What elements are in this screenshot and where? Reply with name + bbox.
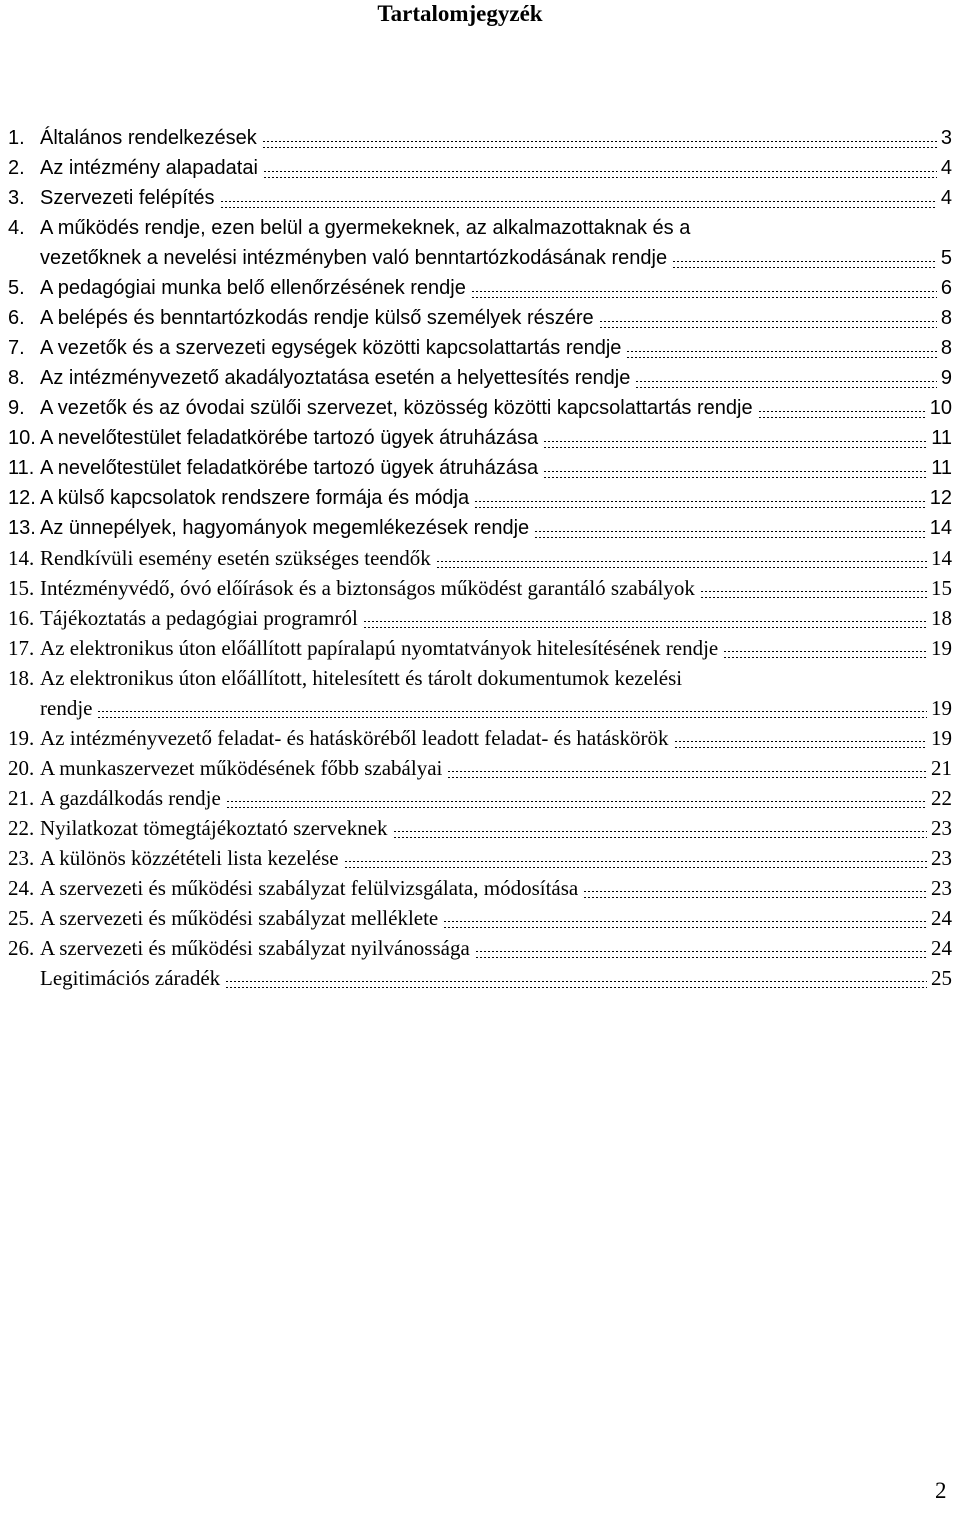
- toc-dot-leader: [345, 861, 927, 868]
- toc-entry[interactable]: [0, 723, 960, 753]
- toc-entry[interactable]: [0, 633, 960, 663]
- toc-dot-leader: [448, 771, 927, 778]
- toc-entry-page: 12: [929, 487, 952, 509]
- toc-entry-title: rendje: [40, 696, 93, 720]
- toc-entry-number: 1.: [8, 127, 25, 149]
- toc-entry-number: 26.: [8, 936, 35, 960]
- toc-entry[interactable]: [0, 363, 960, 393]
- toc-entry-number: 13.: [8, 517, 36, 539]
- toc-entry-number: 23.: [8, 846, 35, 870]
- toc-entry-page: 3: [940, 127, 952, 149]
- page-number: 2: [935, 1478, 947, 1503]
- toc-entry-title: A különös közzétételi lista kezelése: [40, 846, 339, 870]
- toc-entry-number: 22.: [8, 816, 35, 840]
- toc-entry-number: 16.: [8, 606, 35, 630]
- toc-entry-number: 10.: [8, 427, 36, 449]
- toc-entry-page: 14: [931, 546, 952, 570]
- toc-entry[interactable]: [0, 453, 960, 483]
- toc-entry[interactable]: [0, 783, 960, 813]
- toc-entry-number: 14.: [8, 546, 35, 570]
- toc-entry-number: 4.: [8, 217, 25, 239]
- toc-entry-title: Az elektronikus úton előállított, hitelesített és tárolt dokumentumok kezelési: [40, 666, 683, 690]
- toc-entry-number: 15.: [8, 576, 35, 600]
- toc-dot-leader: [724, 651, 927, 658]
- toc-entry-page: 6: [940, 277, 952, 299]
- toc-entry-title: A szervezeti és működési szabályzat nyilvánossága: [40, 936, 470, 960]
- toc-entry-number: 11.: [8, 457, 35, 479]
- toc-entry-page: 24: [931, 936, 952, 960]
- toc-entry-title: Az elektronikus úton előállított papíralapú nyomtatványok hitelesítésének rendje: [40, 636, 719, 660]
- toc-entry-title: Az intézményvezető feladat- és hatásköréből leadott feladat- és hatáskörök: [40, 726, 669, 750]
- toc-entry-number: 20.: [8, 756, 35, 780]
- toc-entry-title: Legitimációs záradék: [40, 966, 221, 990]
- toc-entry-title: Az intézményvezető akadályoztatása esetén a helyettesítés rendje: [40, 367, 631, 389]
- toc-entry-page: 19: [931, 696, 952, 720]
- toc-entry-number: 18.: [8, 666, 35, 690]
- toc-dot-leader: [264, 171, 937, 178]
- toc-entry-page: 19: [931, 636, 952, 660]
- toc-entry-page: 8: [940, 337, 952, 359]
- toc-dot-leader: [476, 951, 927, 958]
- toc-entry-number: 6.: [8, 307, 25, 329]
- toc-dot-leader: [675, 741, 927, 748]
- toc-dot-leader: [394, 831, 927, 838]
- toc-entry-page: 15: [931, 576, 952, 600]
- toc-entry-number: 7.: [8, 337, 25, 359]
- toc-entry[interactable]: [0, 183, 960, 213]
- toc-entry-title: A nevelőtestület feladatkörébe tartozó ügyek átruházása: [40, 427, 539, 449]
- toc-dot-leader: [584, 891, 927, 898]
- toc-entry[interactable]: [0, 123, 960, 153]
- toc-dot-leader: [475, 501, 926, 508]
- toc-entry-title: A vezetők és az óvodai szülői szervezet, közösség közötti kapcsolattartás rendje: [40, 397, 753, 419]
- toc-entry-page: 14: [929, 517, 952, 539]
- toc-entry-title: Az intézmény alapadatai: [40, 157, 258, 179]
- toc-entry-page: 11: [931, 457, 952, 479]
- toc-entry[interactable]: [0, 663, 960, 693]
- toc-entry[interactable]: [0, 963, 960, 993]
- toc-dot-leader: [221, 201, 937, 208]
- toc-entry[interactable]: [0, 303, 960, 333]
- toc-entry-page: 19: [931, 726, 952, 750]
- toc-dot-leader: [627, 351, 936, 358]
- toc-entry-number: 19.: [8, 726, 35, 750]
- toc-entry-page: 4: [940, 157, 952, 179]
- toc-entry-number: 12.: [8, 487, 36, 509]
- toc-entry-page: 4: [940, 187, 952, 209]
- toc-dot-leader: [636, 381, 937, 388]
- toc-entry[interactable]: [0, 753, 960, 783]
- toc-dot-leader: [701, 591, 927, 598]
- toc-entry-title: A munkaszervezet működésének főbb szabályai: [40, 756, 443, 780]
- toc-dot-leader: [759, 411, 926, 418]
- toc-dot-leader: [364, 621, 927, 628]
- toc-entry-title: A nevelőtestület feladatkörébe tartozó ügyek átruházása: [40, 457, 539, 479]
- toc-entry[interactable]: [0, 483, 960, 513]
- toc-dot-leader: [472, 291, 937, 298]
- toc-entry[interactable]: [0, 423, 960, 453]
- toc-entry[interactable]: [0, 213, 960, 243]
- toc-entry-page: 11: [931, 427, 952, 449]
- toc-dot-leader: [437, 561, 927, 568]
- toc-dot-leader: [673, 261, 937, 268]
- toc-entry-number: 25.: [8, 906, 35, 930]
- toc-entry[interactable]: [0, 693, 960, 723]
- toc-entry-number: 5.: [8, 277, 25, 299]
- toc-entry[interactable]: [0, 333, 960, 363]
- toc-dot-leader: [544, 441, 927, 448]
- toc-dot-leader: [263, 141, 937, 148]
- toc-entry-page: 23: [931, 816, 952, 840]
- toc-dot-leader: [227, 801, 927, 808]
- toc-entry[interactable]: [0, 273, 960, 303]
- toc-entry[interactable]: [0, 393, 960, 423]
- toc-entry-title: A belépés és benntartózkodás rendje külső személyek részére: [40, 307, 594, 329]
- toc-entry-title: Nyilatkozat tömegtájékoztató szerveknek: [40, 816, 388, 840]
- toc-entry-page: 25: [931, 966, 952, 990]
- toc-entry-number: 24.: [8, 876, 35, 900]
- toc-dot-leader: [535, 531, 926, 538]
- toc-entry-number: 9.: [8, 397, 25, 419]
- toc-entry[interactable]: [0, 243, 960, 273]
- toc-entry-page: 8: [940, 307, 952, 329]
- toc-entry[interactable]: [0, 813, 960, 843]
- toc-entry-page: 5: [940, 247, 952, 269]
- toc-entry[interactable]: [0, 543, 960, 573]
- toc-entry-page: 10: [929, 397, 952, 419]
- toc-entry-number: 8.: [8, 367, 25, 389]
- toc-entry[interactable]: [0, 513, 960, 543]
- toc-dot-leader: [98, 711, 927, 718]
- toc-entry-page: 22: [931, 786, 952, 810]
- toc-entry-title: Szervezeti felépítés: [40, 187, 215, 209]
- toc-dot-leader: [444, 921, 927, 928]
- table-of-contents: [0, 123, 960, 993]
- toc-dot-leader: [600, 321, 937, 328]
- toc-dot-leader: [226, 981, 927, 988]
- toc-entry[interactable]: [0, 903, 960, 933]
- toc-entry[interactable]: [0, 603, 960, 633]
- toc-entry-title: A vezetők és a szervezeti egységek közötti kapcsolattartás rendje: [40, 337, 622, 359]
- toc-entry-page: 23: [931, 846, 952, 870]
- toc-entry-title: A külső kapcsolatok rendszere formája és módja: [40, 487, 470, 509]
- toc-entry-title: A szervezeti és működési szabályzat melléklete: [40, 906, 439, 930]
- toc-entry-number: 2.: [8, 157, 25, 179]
- toc-entry-title: Általános rendelkezések: [40, 127, 257, 149]
- toc-entry-number: 17.: [8, 636, 35, 660]
- toc-entry-number: 3.: [8, 187, 25, 209]
- toc-entry-title: A pedagógiai munka belő ellenőrzésének rendje: [40, 277, 466, 299]
- toc-entry-number: 21.: [8, 786, 35, 810]
- toc-entry[interactable]: [0, 573, 960, 603]
- page-title: Tartalomjegyzék: [377, 1, 543, 26]
- toc-entry-title: A működés rendje, ezen belül a gyermekeknek, az alkalmazottaknak és a: [40, 217, 691, 239]
- toc-entry-title: vezetőknek a nevelési intézményben való benntartózkodásának rendje: [40, 247, 668, 269]
- toc-entry[interactable]: [0, 153, 960, 183]
- toc-entry[interactable]: [0, 873, 960, 903]
- toc-entry-title: A gazdálkodás rendje: [40, 786, 221, 810]
- toc-entry[interactable]: [0, 843, 960, 873]
- toc-entry-title: Tájékoztatás a pedagógiai programról: [40, 606, 358, 630]
- toc-entry-title: Intézményvédő, óvó előírások és a biztonságos működést garantáló szabályok: [40, 576, 695, 600]
- toc-entry-title: Az ünnepélyek, hagyományok megemlékezések rendje: [40, 517, 530, 539]
- toc-entry-page: 24: [931, 906, 952, 930]
- toc-entry-page: 9: [940, 367, 952, 389]
- toc-dot-leader: [544, 471, 927, 478]
- toc-entry-title: A szervezeti és működési szabályzat felülvizsgálata, módosítása: [40, 876, 579, 900]
- toc-entry-title: Rendkívüli esemény esetén szükséges teendők: [40, 546, 431, 570]
- toc-entry-page: 18: [931, 606, 952, 630]
- toc-entry-page: 23: [931, 876, 952, 900]
- toc-entry[interactable]: [0, 933, 960, 963]
- toc-entry-page: 21: [931, 756, 952, 780]
